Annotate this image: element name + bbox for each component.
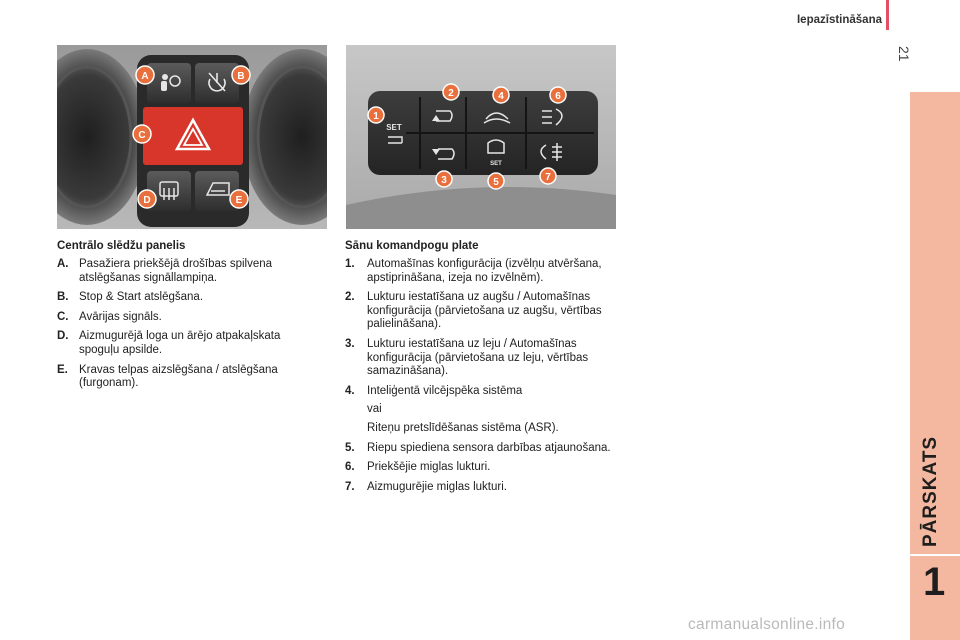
item-text: Kravas telpas aizslēgšana / atslēgšana (furgonam). xyxy=(79,363,278,390)
item-key: 3. xyxy=(345,337,355,350)
chapter-label: PĀRSKATS xyxy=(920,435,941,547)
side-panel-heading: Sānu komandpogu plate xyxy=(345,240,479,252)
section-title: Iepazīstināšana xyxy=(796,14,882,26)
central-switch-panel-photo xyxy=(57,45,327,229)
marker-6 xyxy=(550,87,566,103)
chapter-tab xyxy=(910,92,960,640)
marker-d xyxy=(138,190,156,208)
marker-7 xyxy=(540,168,556,184)
marker-4 xyxy=(493,87,509,103)
item-key: 1. xyxy=(345,258,355,270)
list-item xyxy=(345,338,615,379)
item-key: E. xyxy=(57,363,68,376)
list-item xyxy=(345,461,615,475)
svg-text:C: C xyxy=(138,130,146,141)
svg-text:A: A xyxy=(141,71,149,82)
item-text: Inteliģentā vilcējspēka sistēma xyxy=(367,384,523,397)
item-text: Lukturu iestatīšana uz leju / Automašīnas konfigurācija (pārvietošana uz leju, vērtības samazināšana). xyxy=(367,337,589,378)
svg-text:SET: SET xyxy=(386,123,402,132)
central-panel-heading: Centrālo slēdžu panelis xyxy=(57,240,186,252)
marker-a xyxy=(136,66,154,84)
item-key: 7. xyxy=(345,480,355,493)
item-text: Avārijas signāls. xyxy=(79,310,162,323)
list-item xyxy=(345,291,615,332)
item-text: Riepu spiediena sensora darbības atjaunošana. xyxy=(367,441,611,454)
list-item xyxy=(345,258,615,285)
svg-text:E: E xyxy=(235,195,243,206)
marker-3 xyxy=(436,171,452,187)
item-text: Stop & Start atslēgšana. xyxy=(79,291,204,304)
marker-5 xyxy=(488,173,504,189)
header-accent-bar xyxy=(886,0,889,30)
page-number: 21 xyxy=(896,46,912,62)
list-item xyxy=(57,258,317,285)
item-alt-text: Riteņu pretslīdēšanas sistēma (ASR). xyxy=(367,421,559,434)
list-item xyxy=(345,481,615,495)
item-text: Automašīnas konfigurācija (izvēlņu atvēršana, apstiprināšana, izeja no izvēlnēm). xyxy=(367,258,602,284)
marker-2 xyxy=(443,84,459,100)
list-item xyxy=(57,291,317,305)
item-key: 4. xyxy=(345,384,355,397)
central-panel-list xyxy=(57,258,317,397)
item-text: Pasažiera priekšējā drošības spilvena atslēgšanas signāllampiņa. xyxy=(79,258,273,284)
item-key: A. xyxy=(57,258,69,270)
side-control-panel-photo xyxy=(346,45,616,229)
marker-1 xyxy=(368,107,384,123)
svg-text:B: B xyxy=(237,71,245,82)
marker-b xyxy=(232,66,250,84)
list-item xyxy=(57,311,317,325)
item-key: 6. xyxy=(345,461,355,474)
svg-text:4: 4 xyxy=(498,91,504,102)
svg-text:6: 6 xyxy=(555,91,561,102)
item-text: Aizmugurējie miglas lukturi. xyxy=(367,480,507,493)
item-text: Aizmugurējā loga un ārējo atpakaļskata spoguļu apsilde. xyxy=(79,330,281,356)
item-or: vai xyxy=(367,403,382,416)
watermark: carmanualsonline.info xyxy=(688,616,846,633)
airbag-off-button[interactable] xyxy=(147,63,191,103)
svg-text:3: 3 xyxy=(441,175,447,186)
hazard-button[interactable] xyxy=(143,107,243,165)
svg-text:D: D xyxy=(143,195,151,206)
marker-c xyxy=(133,125,151,143)
list-item xyxy=(345,442,615,456)
svg-text:5: 5 xyxy=(493,177,499,188)
list-item xyxy=(345,385,615,436)
item-key: C. xyxy=(57,310,69,323)
svg-text:7: 7 xyxy=(545,172,551,183)
list-item xyxy=(57,364,317,391)
svg-text:1: 1 xyxy=(373,111,379,122)
chapter-divider xyxy=(910,554,960,556)
item-text: Lukturu iestatīšana uz augšu / Automašīnas konfigurācija (pārvietošana uz augšu, vērtības palielināšana). xyxy=(367,291,602,331)
marker-e xyxy=(230,190,248,208)
svg-text:2: 2 xyxy=(448,88,454,99)
item-key: 2. xyxy=(345,291,355,304)
item-key: D. xyxy=(57,330,69,343)
item-key: 5. xyxy=(345,441,355,454)
item-key: B. xyxy=(57,291,69,304)
svg-text:SET: SET xyxy=(490,161,502,167)
side-panel-list xyxy=(345,258,615,500)
item-text: Priekšējie miglas lukturi. xyxy=(367,461,491,474)
list-item xyxy=(57,330,317,357)
chapter-number: 1 xyxy=(923,560,946,604)
